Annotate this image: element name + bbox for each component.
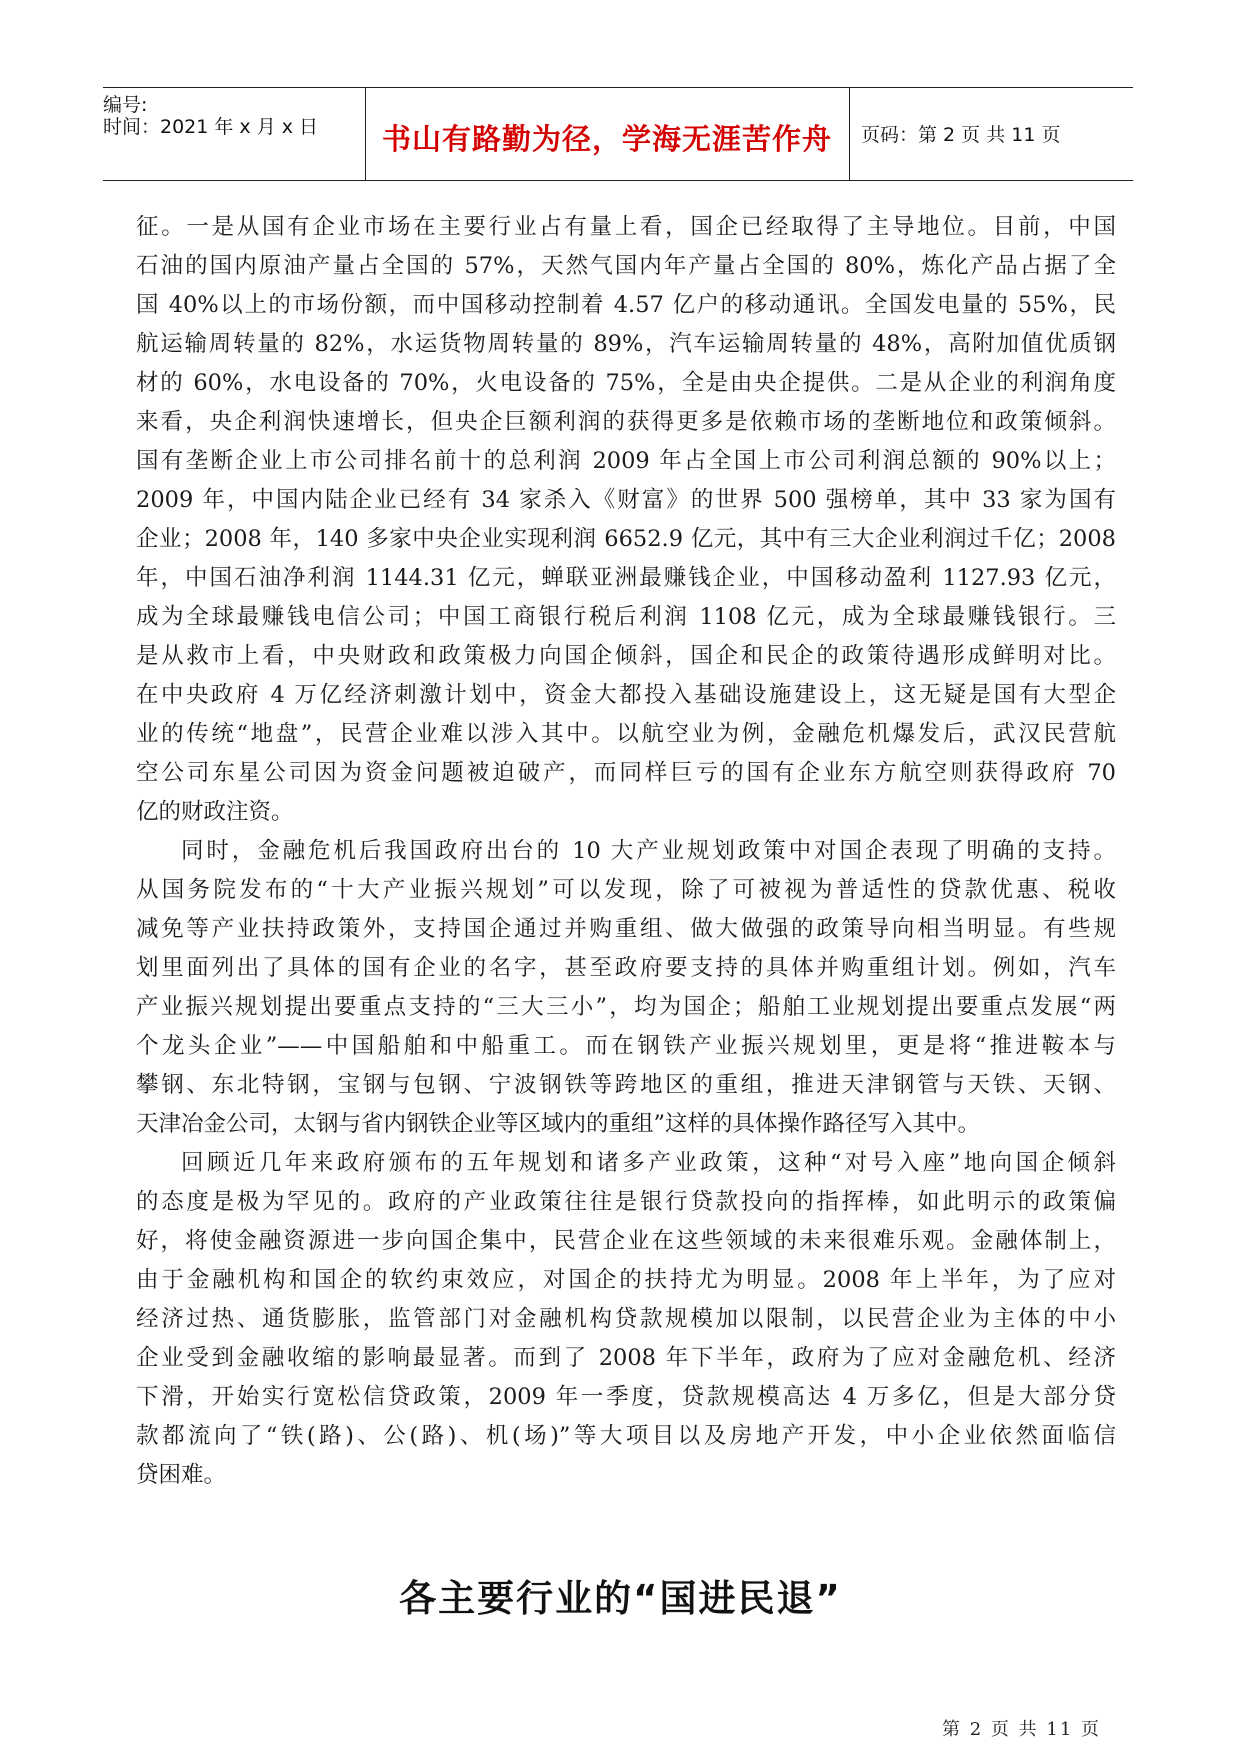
text-line: 款都流向了“铁(路)、公(路)、机(场)”等大项目以及房地产开发，中小企业依然面临信 — [136, 1423, 1116, 1449]
text-line: 2009 年，中国内陆企业已经有 34 家杀入《财富》的世界 500 强榜单，其中 33 家为国有 — [136, 487, 1116, 513]
text-line: 空公司东星公司因为资金问题被迫破产，而同样巨亏的国有企业东方航空则获得政府 70 — [136, 760, 1116, 786]
header-page-cell — [849, 88, 1133, 180]
page-code-label: 页码：第 2 页 共 11 页 — [861, 124, 1061, 146]
document-body — [136, 208, 1116, 1495]
text-line: 石油的国内原油产量占全国的 57%，天然气国内年产量占全国的 80%，炼化产品占据了全 — [136, 253, 1116, 279]
text-line: 回顾近几年来政府颁布的五年规划和诸多产业政策，这种“对号入座”地向国企倾斜 — [181, 1150, 1116, 1176]
text-line: 在中央政府 4 万亿经济刺激计划中，资金大都投入基础设施建设上，这无疑是国有大型企 — [136, 682, 1116, 708]
document-number-label: 编号: — [103, 94, 148, 116]
text-line: 从国务院发布的“十大产业振兴规划”可以发现，除了可被视为普适性的贷款优惠、税收 — [136, 877, 1116, 903]
document-time-label: 时间：2021 年 x 月 x 日 — [103, 116, 319, 138]
text-line: 产业振兴规划提出要重点支持的“三大三小”，均为国企；船舶工业规划提出要重点发展“两 — [136, 994, 1116, 1020]
text-line: 贷困难。 — [136, 1462, 227, 1488]
header-motto: 书山有路勤为径，学海无涯苦作舟 — [381, 122, 832, 156]
text-line: 好，将使金融资源进一步向国企集中，民营企业在这些领域的未来很难乐观。金融体制上， — [136, 1228, 1116, 1254]
text-line: 减免等产业扶持政策外，支持国企通过并购重组、做大做强的政策导向相当明显。有些规 — [136, 916, 1116, 942]
text-line: 亿的财政注资。 — [136, 799, 294, 825]
text-line: 划里面列出了具体的国有企业的名字，甚至政府要支持的具体并购重组计划。例如，汽车 — [136, 955, 1116, 981]
text-line: 经济过热、通货膨胀，监管部门对金融机构贷款规模加以限制，以民营企业为主体的中小 — [136, 1306, 1116, 1332]
text-line: 国有垄断企业上市公司排名前十的总利润 2009 年占全国上市公司利润总额的 90%以上； — [136, 448, 1116, 474]
text-line: 企业受到金融收缩的影响最显著。而到了 2008 年下半年，政府为了应对金融危机、经济 — [136, 1345, 1116, 1371]
text-line: 是从救市上看，中央财政和政策极力向国企倾斜，国企和民企的政策待遇形成鲜明对比。 — [136, 643, 1116, 669]
page-footer: 第 2 页 共 11 页 — [942, 1719, 1101, 1740]
text-line: 业的传统“地盘”，民营企业难以涉入其中。以航空业为例，金融危机爆发后，武汉民营航 — [136, 721, 1116, 747]
text-line: 成为全球最赚钱电信公司；中国工商银行税后利润 1108 亿元，成为全球最赚钱银行。三 — [136, 604, 1116, 630]
paragraph — [136, 832, 1116, 1144]
text-line: 攀钢、东北特钢，宝钢与包钢、宁波钢铁等跨地区的重组，推进天津钢管与天铁、天钢、 — [136, 1072, 1116, 1098]
text-line: 企业；2008 年，140 多家中央企业实现利润 6652.9 亿元，其中有三大企业利润过千亿；2008 — [136, 526, 1116, 552]
paragraph — [136, 208, 1116, 832]
text-line: 来看，央企利润快速增长，但央企巨额利润的获得更多是依赖市场的垄断地位和政策倾斜。 — [136, 409, 1116, 435]
text-line: 天津冶金公司，太钢与省内钢铁企业等区域内的重组”这样的具体操作路径写入其中。 — [136, 1111, 981, 1137]
page-header — [103, 87, 1133, 181]
text-line: 国 40%以上的市场份额，而中国移动控制着 4.57 亿户的移动通讯。全国发电量的 55%，民 — [136, 292, 1116, 318]
text-line: 下滑，开始实行宽松信贷政策，2009 年一季度，贷款规模高达 4 万多亿，但是大部分贷 — [136, 1384, 1116, 1410]
section-title: 各主要行业的“国进民退” — [399, 1577, 842, 1620]
text-line: 航运输周转量的 82%，水运货物周转量的 89%，汽车运输周转量的 48%，高附加值优质钢 — [136, 331, 1116, 357]
header-motto-cell — [365, 88, 850, 180]
text-line: 同时，金融危机后我国政府出台的 10 大产业规划政策中对国企表现了明确的支持。 — [181, 838, 1116, 864]
text-line: 征。一是从国有企业市场在主要行业占有量上看，国企已经取得了主导地位。目前，中国 — [136, 214, 1116, 240]
text-line: 由于金融机构和国企的软约束效应，对国企的扶持尤为明显。2008 年上半年，为了应对 — [136, 1267, 1116, 1293]
text-line: 个龙头企业”——中国船舶和中船重工。而在钢铁产业振兴规划里，更是将“推进鞍本与 — [136, 1033, 1116, 1059]
paragraph — [136, 1144, 1116, 1495]
header-info-cell — [103, 88, 366, 180]
text-line: 的态度是极为罕见的。政府的产业政策往往是银行贷款投向的指挥棒，如此明示的政策偏 — [136, 1189, 1116, 1215]
text-line: 材的 60%，水电设备的 70%，火电设备的 75%，全是由央企提供。二是从企业的利润角度 — [136, 370, 1116, 396]
text-line: 年，中国石油净利润 1144.31 亿元，蝉联亚洲最赚钱企业，中国移动盈利 1127.93 亿元， — [136, 565, 1116, 591]
